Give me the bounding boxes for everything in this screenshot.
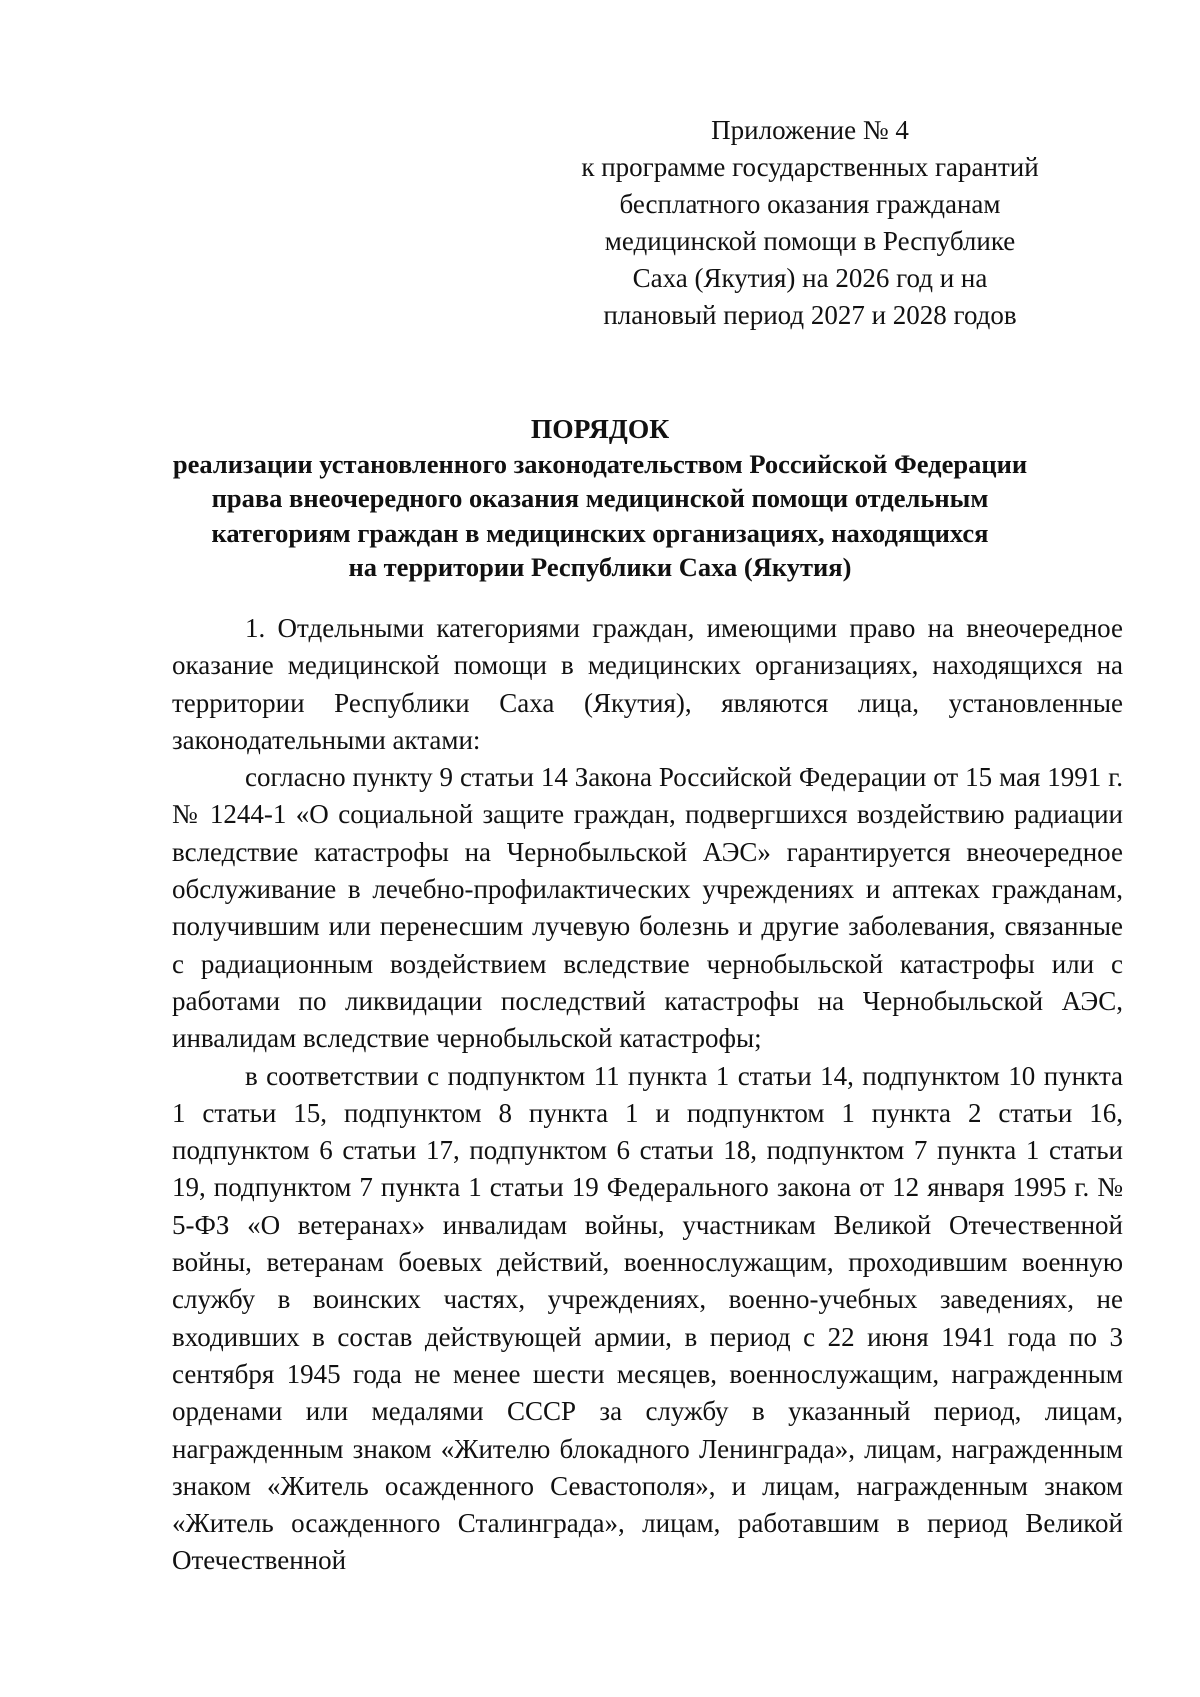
title-main: ПОРЯДОК — [530, 413, 670, 444]
appendix-line: Приложение № 4 — [711, 115, 909, 145]
appendix-line: Саха (Якутия) на 2026 год и на — [632, 263, 988, 293]
appendix-line: медицинской помощи в Республике — [604, 226, 1016, 256]
title-subline: на территории Республики Саха (Якутия) — [348, 552, 852, 582]
appendix-line: плановый период 2027 и 2028 годов — [603, 300, 1017, 330]
paragraph-1: 1. Отдельными категориями граждан, имеющими право на внеочередное оказание медицинской помощи в медицинских организациях, находящихся на территории Республики Саха (Якутия), являются лица, установленные законодательными актами: — [172, 613, 1123, 755]
title-subline: права внеочередного оказания медицинской помощи отдельным — [211, 483, 989, 513]
title-subline: реализации установленного законодательством Российской Федерации — [172, 448, 1028, 479]
appendix-line: к программе государственных гарантий — [581, 152, 1039, 182]
title-subline: категориям граждан в медицинских организациях, находящихся — [211, 517, 989, 548]
document-body — [172, 610, 1123, 1580]
document-title — [120, 412, 1080, 585]
appendix-line: бесплатного оказания гражданам — [619, 189, 1001, 219]
paragraph-veterans: в соответствии с подпунктом 11 пункта 1 статьи 14, подпунктом 10 пункта 1 статьи 15, подпунктом 8 пункта 1 и подпунктом 1 пункта 2 статьи 16, подпунктом 6 статьи 17, подпунктом 6 статьи 18, подпунктом 7 пункта 1 статьи 19, подпунктом 7 пункта 1 статьи 19 Федерального закона от 12 января 1995 г. № 5-ФЗ «О ветеранах» инвалидам войны, участникам Великой Отечественной войны, ветеранам боевых действий, военнослужащим, проходившим военную службу в воинских частях, учреждениях, военно-учебных заведениях, не входивших в состав действующей армии, в период с 22 июня 1941 года по 3 сентября 1945 года не менее шести месяцев, военнослужащим, награжденным орденами или медалями СССР за службу в указанный период, лицам, награжденным знаком «Жителю блокадного Ленинграда», лицам, награжденным знаком «Житель осажденного Севастополя», и лицам, награжденным знаком «Житель осажденного Сталинграда», лицам, работавшим в период Великой Отечественной — [172, 1060, 1123, 1576]
paragraph-chernobyl: согласно пункту 9 статьи 14 Закона Российской Федерации от 15 мая 1991 г. № 1244-1 «О социальной защите граждан, подвергшихся воздействию радиации вследствие катастрофы на Чернобыльской АЭС» гарантируется внеочередное обслуживание в лечебно-профилактических учреждениях и аптеках гражданам, получившим или перенесшим лучевую болезнь и другие заболевания, связанные с радиационным воздействием вследствие чернобыльской катастрофы или с работами по ликвидации последствий катастрофы на Чернобыльской АЭС, инвалидам вследствие чернобыльской катастрофы; — [172, 762, 1123, 1054]
appendix-header — [560, 112, 1060, 334]
